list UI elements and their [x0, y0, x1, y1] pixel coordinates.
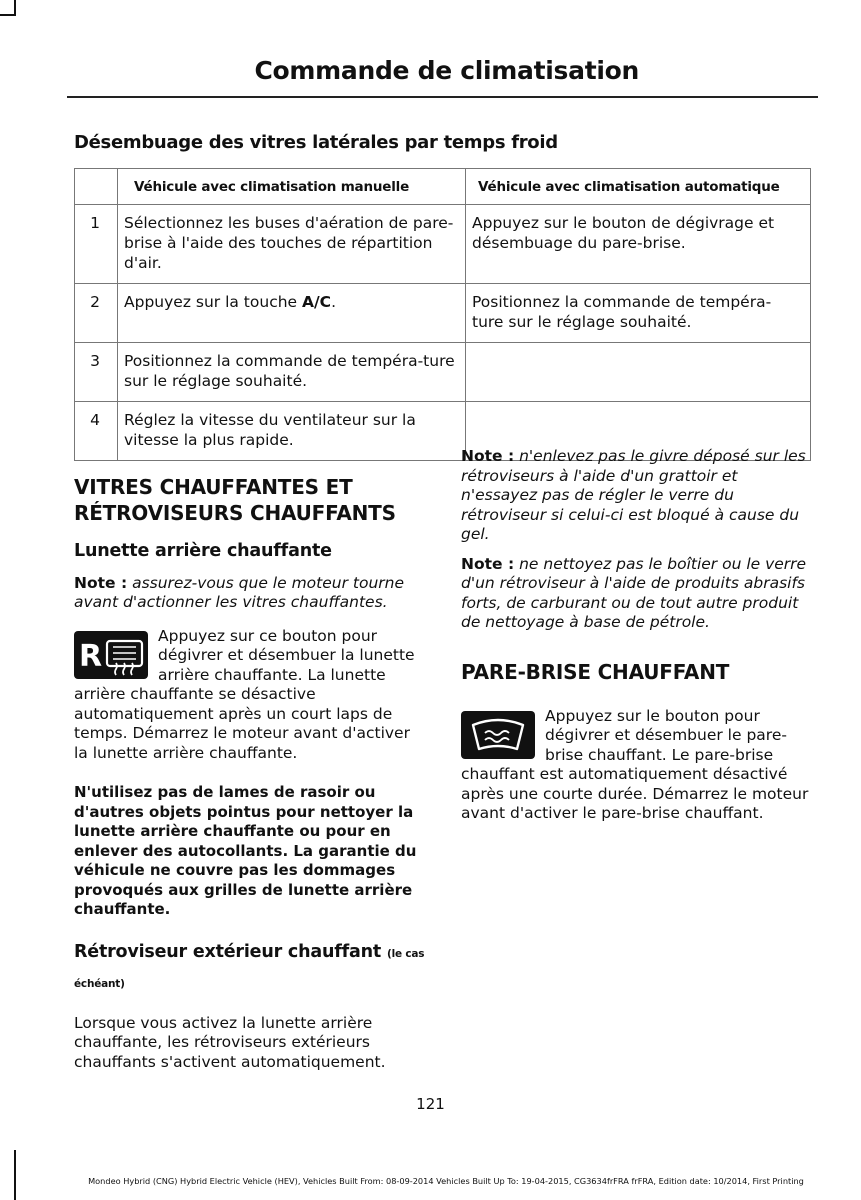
mirror-qualifier: (le cas échéant) — [74, 947, 425, 990]
rear-window-note — [74, 574, 426, 613]
page-title: Commande de climatisation — [254, 56, 639, 85]
heated-windshield-graphic — [461, 711, 535, 759]
manual-step-text: Réglez la vitesse du ventilateur sur la vitesse la plus rapide. — [118, 402, 466, 461]
heated-windshield-description-block — [461, 707, 813, 824]
auto-step-text — [466, 343, 811, 402]
heated-windshield-icon — [461, 711, 535, 759]
heated-windshield-heading: PARE-BRISE CHAUFFANT — [461, 659, 730, 684]
defog-steps-table — [74, 168, 811, 461]
table-header-cell: Véhicule avec climatisation automatique — [466, 169, 811, 205]
heated-windshield-description: Appuyez sur le bouton pour dégivrer et désembuer le pare-brise chauffant. Le pare-brise chauffant est automatiquement désactivé après une courte durée. Démarrez le moteur avant d'activer le pare-brise chauffant. — [461, 706, 809, 822]
crop-mark — [14, 1150, 16, 1200]
mirror-description: Lorsque vous activez la lunette arrière chauffante, les rétroviseurs extérieurs chauffants s'activent automatiquement. — [74, 1013, 386, 1071]
note-text: assurez-vous que le moteur tourne avant d'actionner les vitres chauffantes. — [74, 573, 405, 611]
manual-step-text: Positionnez la commande de tempéra-ture sur le réglage souhaité. — [118, 343, 466, 402]
rear-window-defrost-icon — [74, 631, 148, 679]
step-number: 1 — [75, 205, 118, 284]
rear-window-description: Appuyez sur ce bouton pour dégivrer et désembuer la lunette arrière chauffante. La lunette arrière chauffante se désactive automatiquement après un court laps de temps. Démarrez le moteur avant d'activer la lunette arrière chauffante. — [74, 626, 415, 762]
auto-step-text: Positionnez la commande de tempéra-ture sur le réglage souhaité. — [466, 284, 811, 343]
table-row — [75, 343, 811, 402]
rear-window-heading: Lunette arrière chauffante — [74, 541, 332, 561]
svg-text:R: R — [79, 638, 103, 674]
mirror-heading-text: Rétroviseur extérieur chauffant — [74, 941, 382, 962]
defog-section-title: Désembuage des vitres latérales par temps froid — [74, 132, 558, 153]
page-number: 121 — [416, 1095, 445, 1113]
page-footer: Mondeo Hybrid (CNG) Hybrid Electric Vehicle (HEV), Vehicles Built From: 08-09-2014 Vehicles Built Up To: 19-04-2015, CG3634frFRA frFRA, Edition date: 10/2014, First Printing — [88, 1176, 804, 1186]
mirror-note — [461, 555, 813, 633]
table-row — [75, 284, 811, 343]
manual-step-suffix: . — [331, 293, 336, 311]
note-text: ne nettoyez pas le boîtier ou le verre d'un rétroviseur à l'aide de produits abrasifs forts, de carburant ou de tout autre produit de nettoyage à base de pétrole. — [461, 554, 807, 631]
note-label: Note : — [74, 573, 128, 592]
heated-windows-heading: VITRES CHAUFFANTES ET RÉTROVISEURS CHAUFFANTS — [74, 475, 396, 525]
note-label: Note : — [461, 447, 515, 465]
rear-window-description-block — [74, 627, 426, 764]
manual-step-text — [118, 284, 466, 343]
step-number: 2 — [75, 284, 118, 343]
table-header-cell — [75, 169, 118, 205]
auto-step-text: Appuyez sur le bouton de dégivrage et désembuage du pare-brise. — [466, 205, 811, 284]
rear-window-defrost-graphic — [74, 631, 148, 679]
table-row — [75, 205, 811, 284]
manual-step-prefix: Appuyez sur la touche — [124, 293, 303, 311]
note-text: n'enlevez pas le givre déposé sur les rétroviseurs à l'aide d'un grattoir et n'essayez pas de régler le verre du rétroviseur si celui-ci est bloqué à cause du gel. — [461, 447, 806, 543]
manual-step-text: Sélectionnez les buses d'aération de pare-brise à l'aide des touches de répartition d'air. — [118, 205, 466, 284]
mirror-heading — [74, 938, 426, 998]
header-divider — [67, 96, 818, 98]
table-header-row — [75, 169, 811, 205]
rear-window-warning: N'utilisez pas de lames de rasoir ou d'autres objets pointus pour nettoyer la lunette arrière chauffante ou pour en enlever des autocollants. La garantie du véhicule ne couvre pas les dommages provoqués aux grilles de lunette arrière chauffante. — [74, 783, 417, 918]
crop-mark — [0, 14, 16, 16]
right-column — [461, 447, 813, 824]
step-number: 4 — [75, 402, 118, 461]
step-number: 3 — [75, 343, 118, 402]
note-label: Note : — [461, 554, 515, 573]
left-column — [74, 474, 426, 1072]
table-header-cell: Véhicule avec climatisation manuelle — [118, 169, 466, 205]
mirror-note — [461, 447, 813, 545]
ac-key-label: A/C — [302, 293, 332, 311]
